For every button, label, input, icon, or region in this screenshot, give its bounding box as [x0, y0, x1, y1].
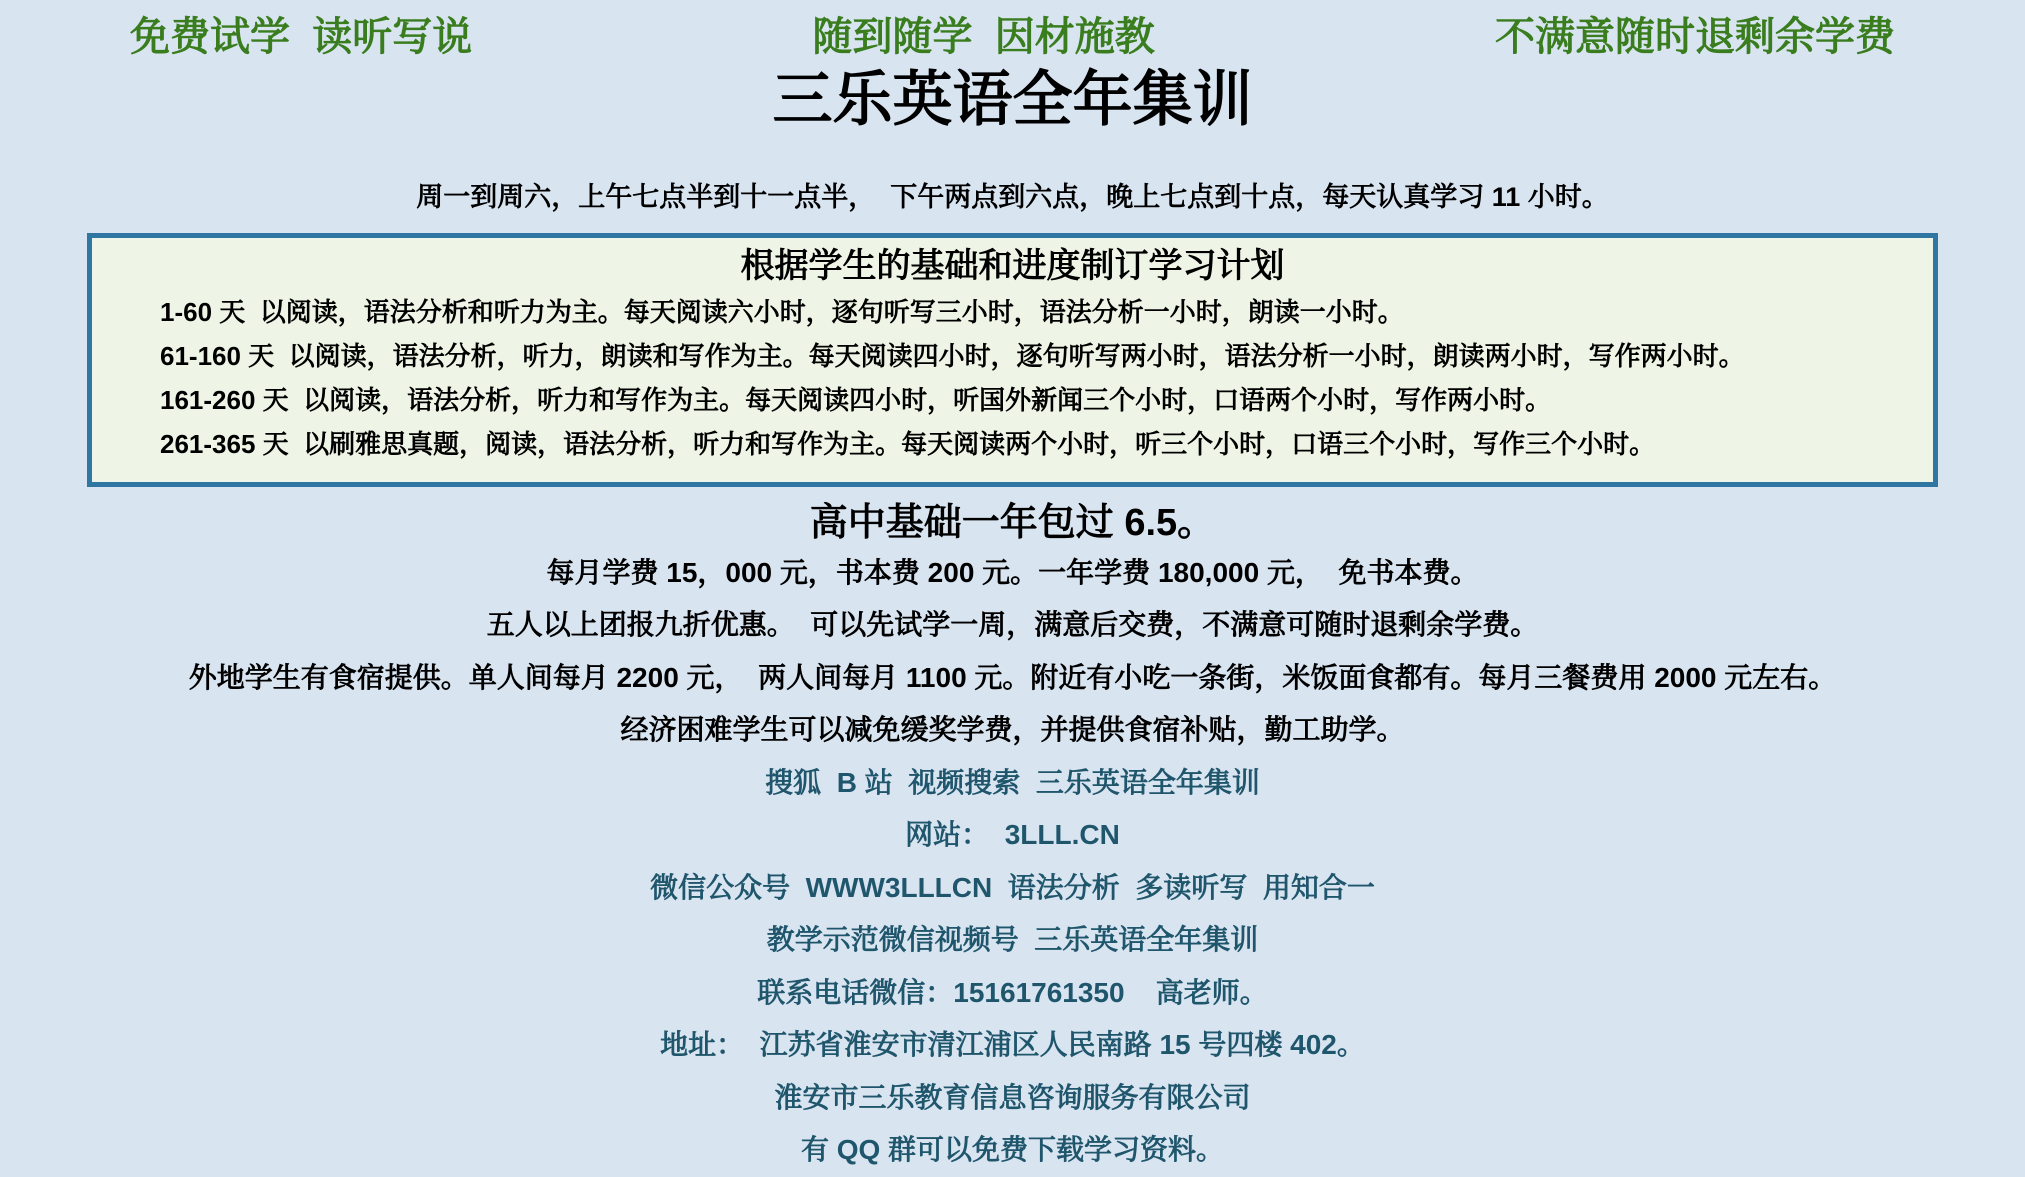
study-plan-box — [87, 233, 1938, 487]
slogan-row — [0, 0, 2025, 60]
qq-group-line: 有 QQ 群可以免费下载学习资料。 — [800, 1134, 1225, 1166]
wechat-official-account-line: 微信公众号 WWW3LLLCN 语法分析 多读听写 用知合一 — [650, 871, 1375, 903]
financial-aid-line: 经济困难学生可以减免缓奖学费，并提供食宿补贴，勤工助学。 — [620, 714, 1405, 746]
slogan-flexible-start: 随到随学 因材施教 — [812, 15, 1155, 59]
daily-schedule-line: 周一到周六，上午七点半到十一点半， 下午两点到六点，晚上七点到十点，每天认真学习 11 小时。 — [416, 182, 1609, 212]
slogan-free-trial: 免费试学 读听写说 — [130, 15, 473, 59]
accommodation-line: 外地学生有食宿提供。单人间每月 2200 元， 两人间每月 1100 元。附近有小吃一条街，米饭面食都有。每月三餐费用 2000 元左右。 — [188, 661, 1837, 693]
website-line: 网站： 3LLL.CN — [905, 819, 1120, 851]
guarantee-line: 高中基础一年包过 6.5。 — [809, 501, 1216, 544]
page-title: 三乐英语全年集训 — [772, 66, 1253, 133]
slogan-refund-policy: 不满意随时退剩余学费 — [1495, 15, 1895, 59]
plan-line-days-1-60: 1-60 天 以阅读，语法分析和听力为主。每天阅读六小时，逐句听写三小时，语法分析一小时，朗读一小时。 — [160, 296, 1404, 327]
group-discount-line: 五人以上团报九折优惠。 可以先试学一周，满意后交费，不满意可随时退剩余学费。 — [486, 609, 1539, 641]
company-name-line: 淮安市三乐教育信息咨询服务有限公司 — [774, 1081, 1251, 1113]
address-line: 地址： 江苏省淮安市清江浦区人民南路 15 号四楼 402。 — [660, 1029, 1365, 1061]
plan-line-days-161-260: 161-260 天 以阅读，语法分析，听力和写作为主。每天阅读四小时，听国外新闻三个小时，口语两个小时，写作两小时。 — [160, 384, 1552, 415]
plan-line-days-61-160: 61-160 天 以阅读，语法分析，听力，朗读和写作为主。每天阅读四小时，逐句听写两小时，语法分析一小时，朗读两小时，写作两小时。 — [160, 340, 1745, 371]
tuition-fee-line: 每月学费 15，000 元，书本费 200 元。一年学费 180,000 元， 免书本费。 — [546, 556, 1479, 588]
wechat-video-channel-line: 教学示范微信视频号 三乐英语全年集训 — [766, 924, 1259, 956]
video-search-line: 搜狐 B 站 视频搜索 三乐英语全年集训 — [765, 766, 1260, 798]
plan-box-title: 根据学生的基础和进度制订学习计划 — [740, 247, 1285, 286]
plan-line-days-261-365: 261-365 天 以刷雅思真题，阅读，语法分析，听力和写作为主。每天阅读两个小时，听三个小时，口语三个小时，写作三个小时。 — [160, 428, 1656, 459]
phone-contact-line: 联系电话微信：15161761350 高老师。 — [757, 976, 1268, 1008]
